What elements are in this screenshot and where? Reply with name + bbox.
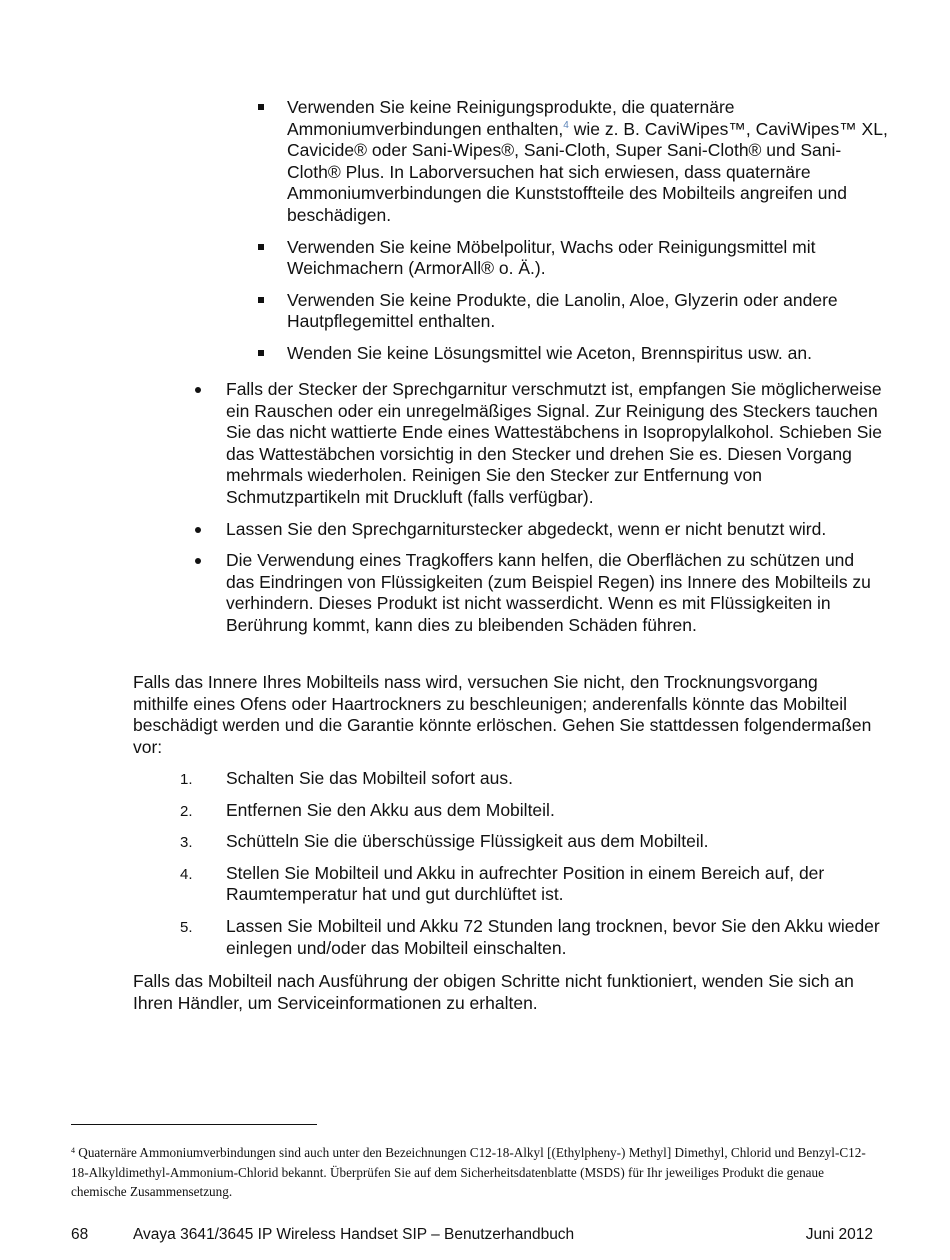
list-item bbox=[193, 379, 883, 509]
square-bullet-icon bbox=[258, 350, 264, 356]
list-item bbox=[180, 768, 880, 790]
step-number: 2. bbox=[180, 802, 193, 820]
list-item-text: Verwenden Sie keine Möbelpolitur, Wachs oder Reinigungsmittel mit Weichmachern (ArmorAll® o. Ä.). bbox=[287, 236, 816, 279]
list-item bbox=[180, 800, 880, 822]
list-item bbox=[193, 550, 883, 636]
footnote-reference[interactable]: 4 bbox=[563, 119, 569, 131]
round-bullet-icon bbox=[195, 558, 201, 564]
care-tips-list bbox=[193, 379, 883, 647]
round-bullet-icon bbox=[195, 387, 201, 393]
list-item-text: Verwenden Sie keine Reinigungsprodukte, die quaternäre Ammoniumverbindungen enthalten,$^4$ wie z. B. CaviWipes™, CaviWipes™ XL, Cavicide® oder Sani-Wipes®, Sani-Cloth, Super Sani-Cloth® und Sani-Cloth® Plus. In Laborversuchen hat sich erwiesen, dass quaternäre Ammoniumverbindungen die Kunststoffteile des Mobilteils angreifen und beschädigen. bbox=[287, 97, 888, 225]
list-item-text: Falls der Stecker der Sprechgarnitur verschmutzt ist, empfangen Sie möglicherweise ein Rauschen oder ein unregelmäßiges Signal. Zur Reinigung des Steckers tauchen Sie das nicht wattierte Ende eines Wattestäbchens in Isopropylalkohol. Schieben Sie das Wattestäbchen vorsichtig in den Stecker und drehen Sie es. Diesen Vorgang mehrmals wiederholen. Reinigen Sie den Stecker zur Entfernung von Schmutzpartikeln mit Druckluft (falls verfügbar). bbox=[226, 379, 882, 507]
list-item-text: Die Verwendung eines Tragkoffers kann helfen, die Oberflächen zu schützen und das Eindringen von Flüssigkeiten (zum Beispiel Regen) ins Innere des Mobilteils zu verhindern. Dieses Produkt ist nicht wasserdicht. Wenn es mit Flüssigkeiten in Berührung kommt, kann dies zu bleibenden Schäden führen. bbox=[226, 550, 871, 635]
drying-steps-list bbox=[180, 768, 880, 969]
page-footer bbox=[71, 1226, 873, 1246]
step-number: 4. bbox=[180, 865, 193, 883]
list-item-text: Lassen Sie den Sprechgarniturstecker abgedeckt, wenn er nicht benutzt wird. bbox=[226, 518, 827, 539]
list-item-text: Schalten Sie das Mobilteil sofort aus. bbox=[226, 768, 513, 788]
service-paragraph: Falls das Mobilteil nach Ausführung der obigen Schritte nicht funktioniert, wenden Sie sich an Ihren Händler, um Serviceinformationen zu erhalten. bbox=[133, 971, 854, 1013]
list-item-text: Wenden Sie keine Lösungsmittel wie Aceton, Brennspiritus usw. an. bbox=[287, 342, 812, 363]
step-number: 3. bbox=[180, 834, 193, 852]
list-item-text: Lassen Sie Mobilteil und Akku 72 Stunden lang trocknen, bevor Sie den Akku wieder einlegen und/oder das Mobilteil einschalten. bbox=[226, 915, 880, 958]
list-item bbox=[258, 343, 888, 365]
list-item-text: Verwenden Sie keine Produkte, die Lanolin, Aloe, Glyzerin oder andere Hautpflegemittel enthalten. bbox=[287, 289, 838, 332]
document-title: Avaya 3641/3645 IP Wireless Handset SIP – Benutzerhandbuch bbox=[133, 1226, 575, 1243]
footnote bbox=[71, 1143, 871, 1202]
square-bullet-icon bbox=[258, 244, 264, 250]
step-number: 5. bbox=[180, 918, 193, 936]
square-bullet-icon bbox=[258, 104, 264, 110]
footnote-divider bbox=[71, 1124, 317, 1125]
footnote-number: 4 bbox=[71, 1146, 75, 1155]
round-bullet-icon bbox=[195, 527, 201, 533]
list-item bbox=[180, 916, 880, 959]
step-number: 1. bbox=[180, 771, 193, 788]
list-item-text: Schütteln Sie die überschüssige Flüssigkeit aus dem Mobilteil. bbox=[226, 831, 709, 852]
publication-date: Juni 2012 bbox=[805, 1226, 873, 1243]
page-number: 68 bbox=[71, 1226, 89, 1243]
list-item bbox=[258, 290, 888, 333]
list-item bbox=[193, 519, 883, 541]
list-item-text: Entfernen Sie den Akku aus dem Mobilteil. bbox=[226, 799, 555, 820]
list-item-text: Stellen Sie Mobilteil und Akku in aufrechter Position in einem Bereich auf, der Raumtemperatur hat und gut durchlüftet ist. bbox=[226, 862, 825, 905]
wet-handset-paragraph: Falls das Innere Ihres Mobilteils nass wird, versuchen Sie nicht, den Trocknungsvorgang mithilfe eines Ofens oder Haartrockners zu beschleunigen; anderenfalls könnte das Mobilteil beschädigt werden und die Garantie könnte erlöschen. Gehen Sie stattdessen folgendermaßen vor: bbox=[133, 672, 872, 757]
square-bullet-icon bbox=[258, 297, 264, 303]
footnote-text: Quaternäre Ammoniumverbindungen sind auch unter den Bezeichnungen C12-18-Alkyl [(Ethylpheny-) Methyl] Dimethyl, Chlorid und Benzyl-C12-18-Alkyldimethyl-Ammonium-Chlorid bekannt. Überprüfen Sie auf dem Sicherheitsdatenblatte (MSDS) für Ihr jeweiliges Produkt die genaue chemische Zusammensetzung. bbox=[71, 1145, 866, 1199]
list-item bbox=[180, 863, 880, 906]
list-item bbox=[258, 97, 888, 227]
list-item bbox=[180, 831, 880, 853]
list-item bbox=[258, 237, 888, 280]
cleaning-restrictions-list bbox=[258, 97, 888, 375]
